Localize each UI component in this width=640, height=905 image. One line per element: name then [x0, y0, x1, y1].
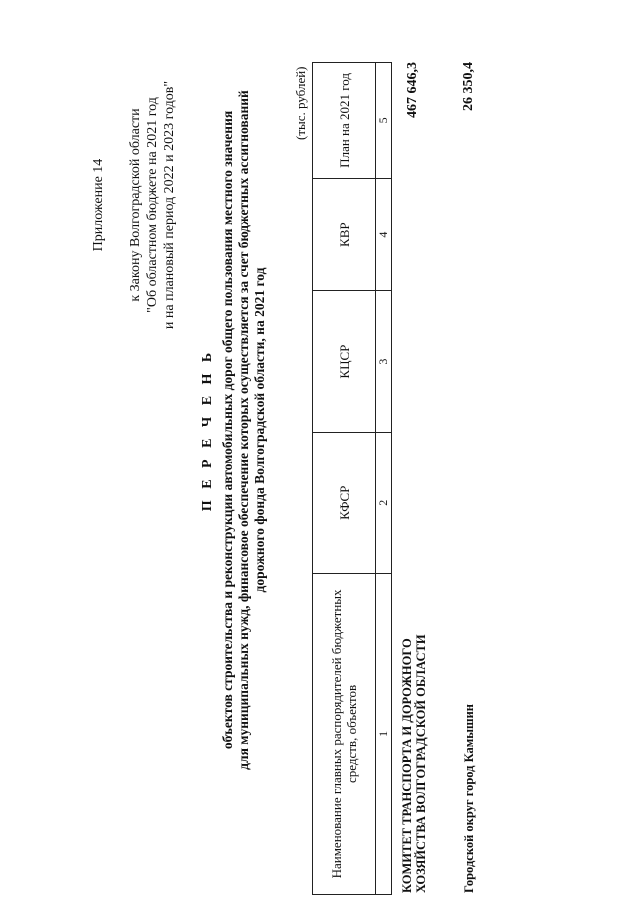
- budget-table: [312, 62, 392, 895]
- appendix-number: Приложение 14: [91, 158, 106, 252]
- col-number: 5: [376, 63, 392, 179]
- col-number: 2: [376, 432, 392, 573]
- title-line-3: дорожного фонда Волгоградской области, на 2021 год: [252, 267, 267, 593]
- title-line-1: объектов строительства и реконструкции автомобильных дорог общего пользования местного значения: [220, 110, 235, 750]
- appendix-law-period: и на плановый период 2022 и 2023 годов": [162, 80, 177, 330]
- table-row-name: Городской округ город Камышин: [462, 703, 476, 893]
- header-name: Наименование главных распорядителей бюджетных средств, объектов: [313, 573, 376, 894]
- col-number: 3: [376, 291, 392, 432]
- col-number: 4: [376, 178, 392, 291]
- units-label: (тыс. рублей): [293, 66, 308, 140]
- table-row-value: 467 646,3: [405, 62, 420, 118]
- appendix-law: к Закону Волгоградской области: [128, 108, 143, 302]
- appendix-header: [90, 55, 178, 355]
- table-header-row: [313, 63, 376, 895]
- header-kfsr: КФСР: [313, 432, 376, 573]
- table-row-name: КОМИТЕТ ТРАНСПОРТА И ДОРОЖНОГО ХОЗЯЙСТВА ВОЛГОГРАДСКОЙ ОБЛАСТИ: [400, 634, 428, 893]
- header-kvr: КВР: [313, 178, 376, 291]
- table-number-row: [376, 63, 392, 895]
- document-title: [200, 85, 268, 775]
- appendix-law-title: "Об областном бюджете на 2021 год: [145, 97, 160, 313]
- table-row-value: 26 350,4: [461, 62, 476, 111]
- header-kcsr: КЦСР: [313, 291, 376, 432]
- col-number: 1: [376, 573, 392, 894]
- title-heading: П Е Р Е Ч Е Н Ь: [200, 348, 215, 512]
- title-line-2: для муниципальных нужд, финансовое обеспечение которых осуществляется за счет бюджетных ассигнований: [236, 90, 251, 770]
- header-plan: План на 2021 год: [313, 63, 376, 179]
